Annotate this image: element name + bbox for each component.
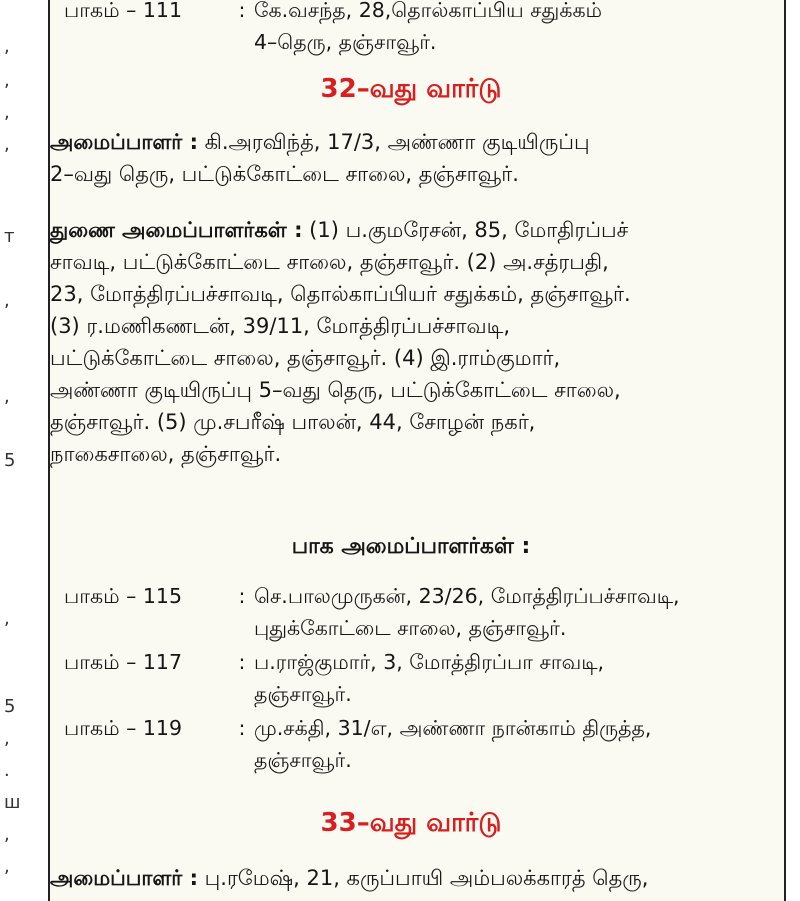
part-text-line: தஞ்சாவூர்.: [254, 748, 352, 772]
deputy-label: துணை அமைப்பாளர்கள் :: [50, 218, 303, 242]
part-text: [254, 646, 758, 710]
ward-33-heading: 33–வது வார்டு: [320, 808, 502, 838]
part-label: பாகம் – 119: [64, 716, 182, 740]
fragment-char: ,: [4, 134, 10, 155]
deputy-line: தஞ்சாவூர். (5) மு.சபரீஷ் பாலன், 44, சோழன் நகர்,: [50, 410, 536, 434]
ward-32-deputies: [50, 214, 772, 470]
deputy-line: சாவடி, பட்டுக்கோட்டை சாலை, தஞ்சாவூர். (2) அ.சத்ரபதி,: [50, 250, 609, 274]
part-text: [254, 712, 758, 776]
adjacent-column-fragment: [0, 0, 48, 901]
fragment-char: ,: [4, 70, 10, 91]
part-text: [254, 580, 758, 644]
part-organizers-heading: பாக அமைப்பாளர்கள் :: [291, 534, 531, 559]
organizer-label: அமைப்பாளர் :: [50, 866, 198, 890]
part-colon: :: [238, 0, 246, 22]
fragment-char: ,: [4, 608, 10, 629]
fragment-char: ,: [4, 36, 10, 57]
deputy-line: பட்டுக்கோட்டை சாலை, தஞ்சாவூர். (4) இ.ராம்குமார்,: [50, 346, 561, 370]
part-text-line: மு.சக்தி, 31/எ, அண்ணா நான்காம் திருத்த,: [254, 716, 652, 740]
part-colon: :: [238, 650, 246, 674]
deputy-line: 23, மோத்திரப்பச்சாவடி, தொல்காப்பியர் சதுக்கம், தஞ்சாவூர்.: [50, 282, 631, 306]
part-text-line: புதுக்கோட்டை சாலை, தஞ்சாவூர்.: [254, 616, 567, 640]
deputy-line: நாகைசாலை, தஞ்சாவூர்.: [50, 442, 282, 466]
part-text-line: ப.ராஜ்குமார், 3, மோத்திரப்பா சாவடி,: [254, 650, 605, 674]
fragment-char: .: [4, 760, 10, 781]
ward-32-heading: 32–வது வார்டு: [320, 74, 502, 104]
organizer-label: அமைப்பாளர் :: [50, 130, 198, 154]
organizer-text-line: பு.ரமேஷ், 21, கருப்பாயி அம்பலக்காரத் தெரு,: [204, 866, 649, 890]
fragment-char: ,: [4, 824, 10, 845]
part-label: பாகம் – 111: [64, 0, 182, 22]
deputy-line: (3) ர.மணிகணடன், 39/11, மோத்திரப்பச்சாவடி,: [50, 314, 511, 338]
fragment-char: ,: [4, 386, 10, 407]
deputy-line: அண்ணா குடியிருப்பு 5–வது தெரு, பட்டுக்கோட்டை சாலை,: [50, 378, 621, 402]
fragment-char: ш: [4, 792, 21, 813]
part-colon: :: [238, 584, 246, 608]
organizer-text-line: கி.அரவிந்த், 17/3, அண்ணா குடியிருப்பு: [204, 130, 590, 154]
deputy-line: (1) ப.குமரேசன், 85, மோதிரப்பச்: [309, 218, 629, 242]
ward-33-organizer: [50, 862, 772, 894]
fragment-char: ,: [4, 856, 10, 877]
part-text-line: தஞ்சாவூர்.: [254, 682, 352, 706]
part-text-line: செ.பாலமுருகன், 23/26, மோத்திரப்பச்சாவடி,: [254, 584, 680, 608]
ward-32-organizer: [50, 126, 772, 190]
part-text-line: 4–தெரு, தஞ்சாவூர்.: [254, 30, 437, 54]
fragment-char: ,: [4, 102, 10, 123]
part-text: [254, 0, 758, 58]
part-colon: :: [238, 716, 246, 740]
fragment-char: 5: [4, 450, 16, 471]
fragment-char: ,: [4, 290, 10, 311]
fragment-char: 5: [4, 696, 16, 717]
fragment-char: т: [4, 226, 15, 247]
part-text-line: கே.வசந்த, 28,தொல்காப்பிய சதுக்கம்: [254, 0, 603, 22]
part-label: பாகம் – 115: [64, 584, 182, 608]
part-label: பாகம் – 117: [64, 650, 182, 674]
fragment-char: ,: [4, 728, 10, 749]
organizer-text-line: 2–வது தெரு, பட்டுக்கோட்டை சாலை, தஞ்சாவூர்.: [50, 162, 519, 186]
